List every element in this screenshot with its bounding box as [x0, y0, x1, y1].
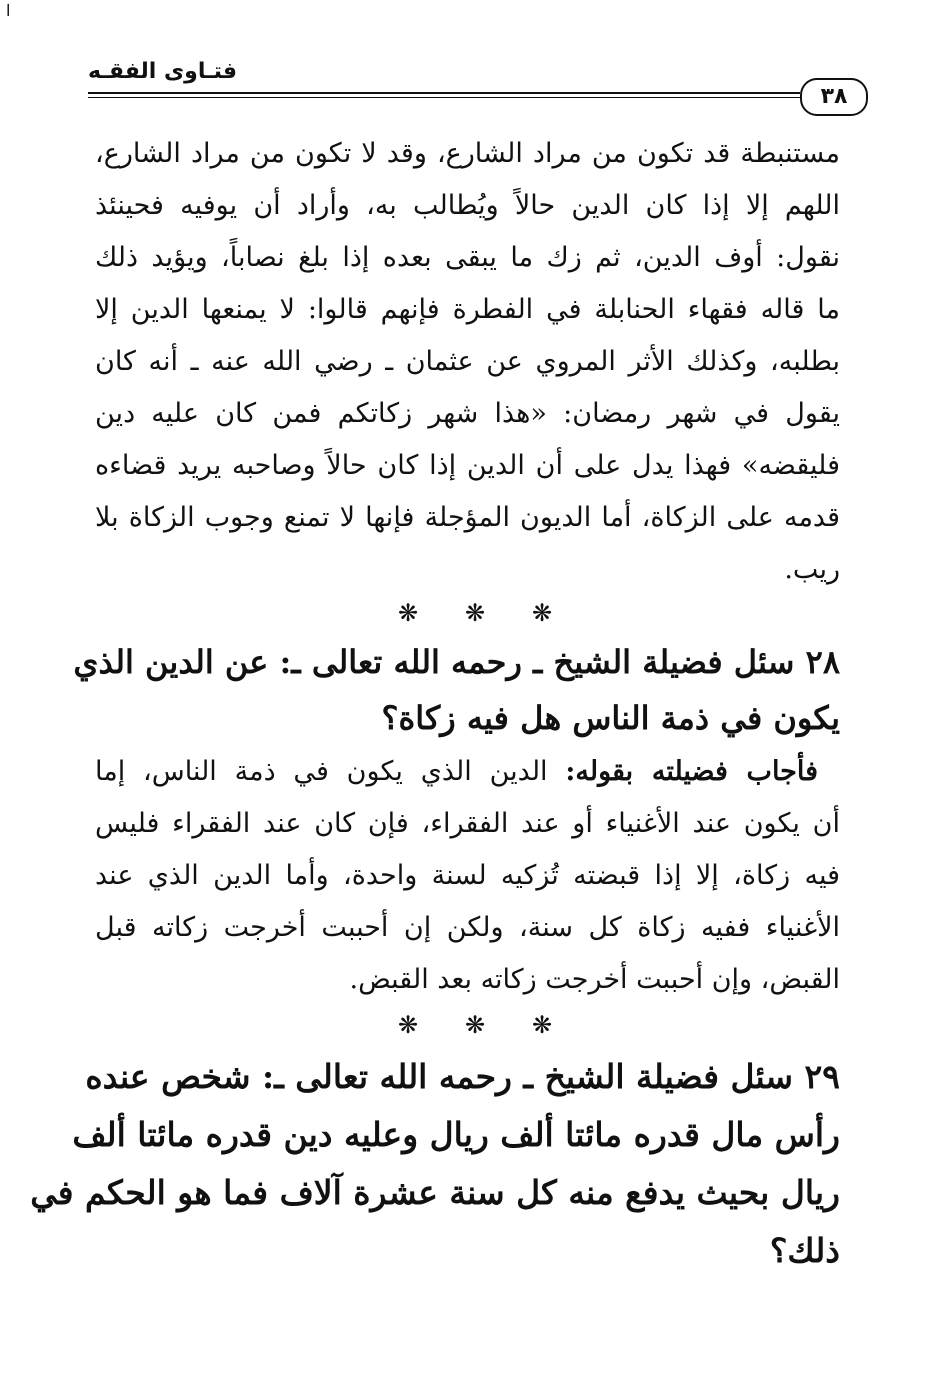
corner-mark: ا: [6, 1, 11, 20]
question-line: ٢٨ سئل فضيلة الشيخ ـ رحمه الله تعالى ـ: عن الدين الذي: [73, 643, 840, 681]
text-line: فيه زكاة، إلا إذا قبضته تُزكيه لسنة واحدة، وأما الدين الذي عند: [95, 860, 840, 891]
text-line: فليقضه» فهذا يدل على أن الدين إذا كان حالاً وصاحبه يريد قضاءه: [95, 450, 840, 481]
text-line: بطلبه، وكذلك الأثر المروي عن عثمان ـ رضي الله عنه ـ أنه كان: [95, 346, 840, 377]
text-line: مستنبطة قد تكون من مراد الشارع، وقد لا تكون من مراد الشارع،: [95, 138, 840, 169]
question-29: [30, 1048, 840, 1280]
asterism-icon: ❋: [397, 1011, 419, 1039]
question-line: رأس مال قدره مائتا ألف ريال وعليه دين قدره مائتا ألف: [72, 1115, 840, 1154]
running-title: فتـاوى الفقـه: [88, 59, 237, 84]
text-line: الأغنياء ففيه زكاة كل سنة، ولكن إن أحببت أخرجت زكاته قبل: [95, 912, 840, 943]
asterism-icon: ❋: [464, 599, 486, 627]
question-line: ريال بحيث يدفع منه كل سنة عشرة آلاف فما هو الحكم في: [30, 1173, 840, 1212]
page-number: ٣٨: [800, 78, 868, 116]
text-line: اللهم إلا إذا كان الدين حالاً ويُطالب به، وأراد أن يوفيه فحينئذ: [95, 190, 840, 221]
text-line: نقول: أوف الدين، ثم زك ما يبقى بعده إذا بلغ نصاباً، ويؤيد ذلك: [95, 242, 840, 273]
asterism-icon: ❋: [531, 1011, 553, 1039]
answer-lead: فأجاب فضيلته بقوله:: [565, 756, 819, 787]
asterism-icon: ❋: [397, 599, 419, 627]
text-line: يقول في شهر رمضان: «هذا شهر زكاتكم فمن كان عليه دين: [95, 398, 840, 429]
section-separator: [395, 1012, 555, 1038]
question-line: ٢٩ سئل فضيلة الشيخ ـ رحمه الله تعالى ـ: شخص عنده: [85, 1057, 840, 1096]
question-line: يكون في ذمة الناس هل فيه زكاة؟: [381, 699, 840, 737]
answer-text: الدين الذي يكون في ذمة الناس، إما: [95, 756, 566, 787]
question-line: ذلك؟: [769, 1231, 840, 1270]
text-line: ريب.: [784, 554, 840, 585]
text-line: القبض، وإن أحببت أخرجت زكاته بعد القبض.: [349, 964, 840, 995]
asterism-icon: ❋: [464, 1011, 486, 1039]
header-rule: [88, 92, 800, 94]
asterism-icon: ❋: [531, 599, 553, 627]
text-line: ما قاله فقهاء الحنابلة في الفطرة فإنهم قالوا: لا يمنعها الدين إلا: [95, 294, 840, 325]
continued-answer: [95, 128, 840, 596]
text-line: قدمه على الزكاة، أما الديون المؤجلة فإنها لا تمنع وجوب الزكاة بلا: [95, 502, 840, 533]
header-rule-thin: [88, 97, 800, 98]
section-separator: [395, 600, 555, 626]
answer-first-line: [95, 746, 840, 798]
question-28: [73, 634, 840, 746]
answer-28: [95, 746, 840, 1006]
text-line: أن يكون عند الأغنياء أو عند الفقراء، فإن كان عند الفقراء فليس: [95, 808, 840, 839]
